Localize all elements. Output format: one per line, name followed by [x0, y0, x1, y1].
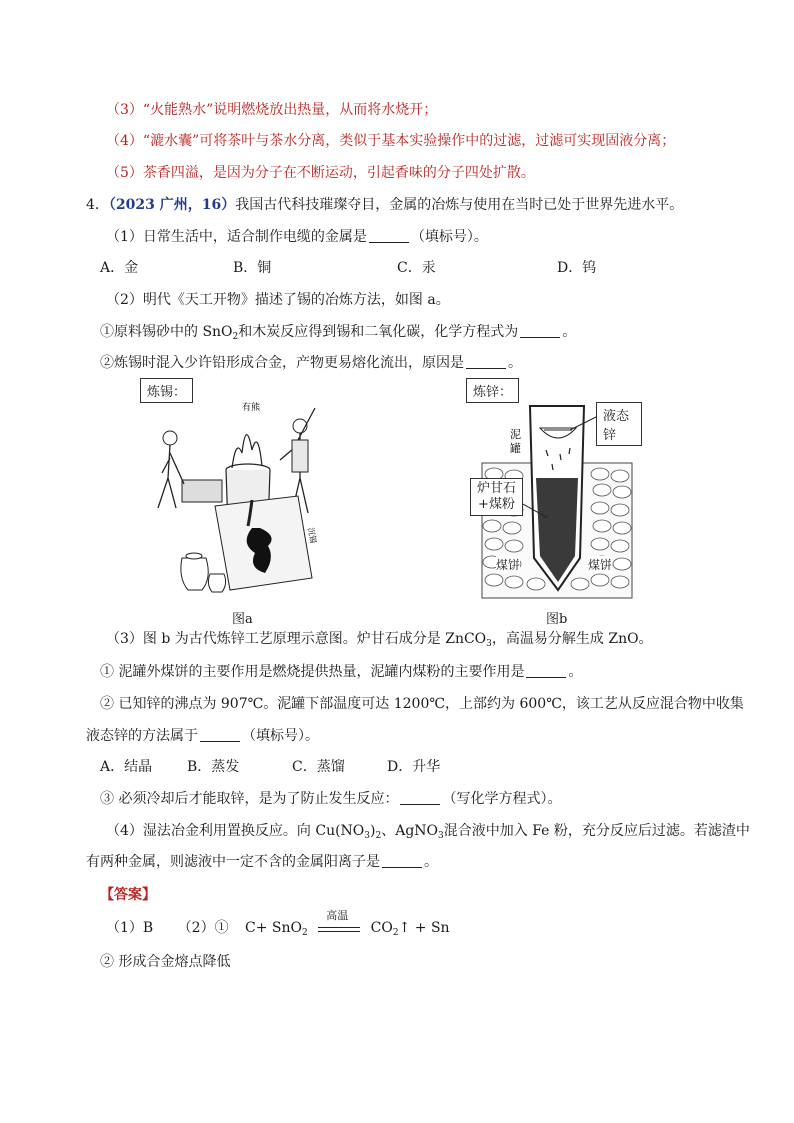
part-3-2-tail: （填标号）。: [242, 728, 319, 744]
part-2: （2）明代《天工开物》描述了锡的冶炼方法，如图 a。: [106, 292, 450, 308]
part-3-text-b: ，高温易分解生成 ZnO。: [491, 631, 653, 647]
coal-cake-right: 煤饼: [588, 558, 613, 572]
figure-b: [462, 378, 642, 627]
figure-b-title: 炼锌：: [466, 378, 519, 403]
answer-line-1: （1）B （2）① C+ SnO$_2$ 高温 $CO_2↑ + Sn$: [106, 918, 450, 943]
option-b: B．铜: [233, 260, 272, 276]
part-2-1-text-b: 和木炭反应得到锡和二氧化碳，化学方程式为: [238, 324, 519, 340]
part-2-2: [100, 353, 522, 373]
question-4-header: [86, 195, 683, 215]
liquid-zinc-label: 液态锌: [596, 402, 642, 446]
part-2-2-text: ②炼锡时混入少许铅形成合金，产物更易熔化流出，原因是: [100, 355, 464, 371]
pot-label-2: 罐: [510, 442, 521, 455]
part-3-3-tail: （写化学方程式）。: [442, 791, 562, 807]
equation-condition: 高温: [326, 909, 349, 922]
part-4-text-c: 、AgNO: [381, 823, 439, 839]
part-3-2-cont: [86, 726, 319, 746]
part-1: [106, 227, 488, 247]
answer-blank: [200, 727, 240, 742]
part-3-text: （3）图 b 为古代炼锌工艺原理示意图。炉甘石成分是 ZnCO: [106, 631, 487, 647]
period: 。: [562, 324, 577, 340]
part-1-tail: （填标号）。: [410, 229, 488, 245]
part-3-2: ② 已知锌的沸点为 907℃。泥罐下部温度可达 1200℃，上部约为 600℃，该工艺从反应混合物中收集: [100, 696, 744, 712]
answer-blank: [400, 790, 440, 805]
equation-right-b: ↑ + Sn: [398, 920, 450, 936]
option-b: B．蒸发: [187, 759, 240, 775]
tin-smelting-illustration: [140, 378, 400, 608]
ore-label: [470, 478, 523, 516]
part-2-1: ①原料锡砂中的 SnO$_2$和木炭反应得到锡和二氧化碳，化学方程式为 。: [100, 324, 577, 342]
answer-blank: [382, 853, 422, 868]
prev-answer-5: （5）茶香四溢，是因为分子在不断运动，引起香味的分子四处扩散。: [106, 165, 535, 181]
part-4-text: （4）湿法冶金利用置换反应。向 Cu(NO: [106, 823, 365, 839]
part-3-2-text: 液态锌的方法属于: [86, 728, 198, 744]
period: 。: [568, 664, 583, 680]
option-a: A．金: [100, 260, 139, 276]
part-3: （3）图 b 为古代炼锌工艺原理示意图。炉甘石成分是 ZnCO$_3$，高温易分解生成 ZnO。: [106, 631, 653, 649]
equation-left: C+ SnO: [245, 920, 303, 936]
question-number: 4．: [86, 197, 109, 213]
option-d: D．钨: [557, 260, 597, 276]
answer-1: （1）B: [106, 920, 154, 936]
question-source: （2023 广州，16）: [108, 197, 236, 213]
svg-text:有熊: 有熊: [242, 403, 261, 413]
option-a: A．结晶: [100, 759, 153, 775]
option-d: D．升华: [387, 759, 441, 775]
figure-b-caption: 图b: [546, 612, 568, 627]
figure-a-caption: 图a: [232, 612, 253, 627]
part-3-3: [100, 789, 561, 809]
answer-blank: [520, 323, 560, 338]
figure-a-title: 炼锡：: [140, 378, 193, 403]
part-3-1: [100, 662, 582, 682]
period: 。: [508, 355, 522, 371]
equation-right: CO: [370, 920, 393, 936]
answer-heading: 【答案】: [100, 887, 156, 903]
svg-text:沉锡: 沉锡: [306, 526, 318, 545]
answer-2-label: （2）①: [177, 920, 229, 936]
part-3-3-text: ③ 必须冷却后才能取锌，是为了防止发生反应：: [100, 791, 399, 807]
answer-2-2: ② 形成合金熔点降低: [100, 954, 231, 970]
prev-answer-4: （4）“漉水囊”可将茶叶与茶水分离，类似于基本实验操作中的过滤，过滤可实现固液分离；: [106, 133, 676, 149]
part-1-text: （1）日常生活中，适合制作电缆的金属是: [106, 229, 367, 245]
answer-blank: [526, 663, 566, 678]
part-4: （4）湿法冶金利用置换反应。向 $Cu(NO_3)_2$、AgNO$_3$混合液中加入 Fe 粉，充分反应后过滤。若滤渣中: [106, 823, 750, 841]
part-4-text-b: ): [370, 823, 376, 839]
option-c: C．蒸馏: [292, 759, 345, 775]
equation-arrow: [318, 909, 360, 932]
question-stem: 我国古代科技璀璨夺目，金属的冶炼与使用在当时已处于世界先进水平。: [235, 197, 684, 213]
pot-label-1: 泥: [510, 428, 521, 441]
part-3-1-text: ① 泥罐外煤饼的主要作用是燃烧提供热量，泥罐内煤粉的主要作用是: [100, 664, 525, 680]
period: 。: [424, 854, 438, 870]
coal-cake-left: 煤饼: [496, 558, 521, 572]
answer-blank: [466, 354, 506, 369]
ore-label-line1: 炉甘石: [477, 481, 517, 496]
option-c: C．汞: [397, 260, 436, 276]
ore-label-line2: +煤粉: [478, 497, 515, 512]
part-4-cont: [86, 852, 438, 872]
figure-a: [140, 378, 400, 627]
part-2-1-text: ①原料锡砂中的 SnO: [100, 324, 233, 340]
prev-answer-3: （3）“火能熟水”说明燃烧放出热量，从而将水烧开；: [106, 102, 438, 118]
part-4-text-d: 混合液中加入 Fe 粉，充分反应后过滤。若滤渣中: [443, 823, 750, 839]
answer-blank: [369, 228, 409, 243]
part-4-text-e: 有两种金属，则滤液中一定不含的金属阳离子是: [86, 854, 380, 870]
